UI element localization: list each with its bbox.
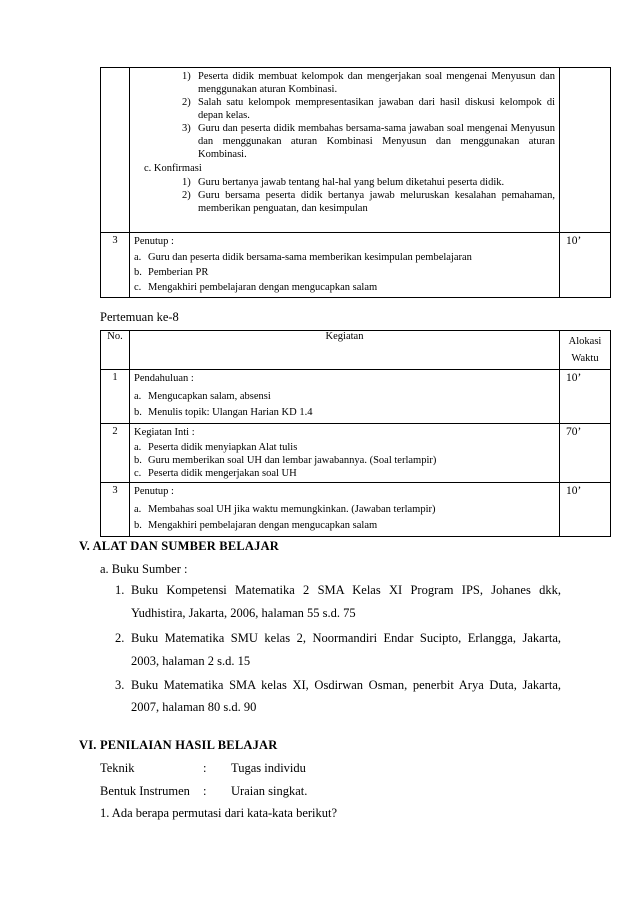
row-number: 3 — [101, 483, 130, 537]
section-heading-alat-sumber: V. ALAT DAN SUMBER BELAJAR — [79, 539, 280, 553]
list-item: c. Mengakhiri pembelajaran dengan mengucapkan salam — [134, 282, 378, 293]
teknik-colon: : — [203, 761, 207, 775]
list-item: 2) Guru bersama peserta didik bertanya jawab meluruskan kesalahan pemahaman, memberikan penguatan, dan kesimpulan — [182, 190, 555, 214]
bentuk-instrumen-value: Uraian singkat. — [231, 784, 308, 798]
teknik-label: Teknik — [100, 761, 135, 775]
header-no: No. — [101, 331, 130, 370]
row-number: 3 — [101, 233, 130, 298]
row-number: 1 — [101, 370, 130, 424]
activity-cell — [130, 424, 560, 483]
activity-title: Penutup : — [134, 236, 174, 247]
book-line: 2007, halaman 80 s.d. 90 — [131, 700, 257, 714]
list-item: a. Guru dan peserta didik bersama-sama memberikan kesimpulan pembelajaran — [134, 252, 472, 263]
time-allocation: 10’ — [560, 233, 611, 298]
table-header-row — [101, 331, 611, 370]
activity-cell — [130, 483, 560, 537]
activity-title: Pendahuluan : — [134, 373, 194, 384]
subsection-label: a. Buku Sumber : — [100, 562, 188, 576]
activity-table-continued — [100, 67, 611, 298]
list-item: c. Peserta didik mengerjakan soal UH — [134, 468, 297, 479]
book-line: Buku Matematika SMA kelas XI, Osdirwan Osman, penerbit Arya Duta, Jakarta, — [131, 678, 561, 692]
book-line: Buku Kompetensi Matematika 2 SMA Kelas XI Program IPS, Johanes dkk, — [131, 583, 561, 597]
activity-title: Kegiatan Inti : — [134, 427, 195, 438]
list-item: b. Pemberian PR — [134, 267, 209, 278]
question-1: 1. Ada berapa permutasi dari kata-kata berikut? — [100, 806, 338, 820]
book-number: 1. — [115, 583, 125, 597]
list-item: 2) Salah satu kelompok mempresentasikan jawaban dari hasil diskusi kelompok di depan kelas. — [182, 97, 555, 121]
row-number: 2 — [101, 424, 130, 483]
book-number: 2. — [115, 631, 125, 645]
header-kegiatan: Kegiatan — [130, 331, 560, 370]
time-allocation: 10’ — [560, 483, 611, 537]
bentuk-instrumen-label: Bentuk Instrumen — [100, 784, 190, 798]
time-allocation: 10’ — [560, 370, 611, 424]
list-item: b. Menulis topik: Ulangan Harian KD 1.4 — [134, 407, 313, 418]
activity-title: Penutup : — [134, 486, 174, 497]
list-item: a. Membahas soal UH jika waktu memungkinkan. (Jawaban terlampir) — [134, 504, 436, 515]
list-item: b. Mengakhiri pembelajaran dengan mengucapkan salam — [134, 520, 378, 531]
header-alokasi: Alokasi Waktu — [560, 331, 611, 370]
book-line: 2003, halaman 2 s.d. 15 — [131, 654, 251, 668]
table-row — [101, 370, 611, 424]
time-allocation: 70’ — [560, 424, 611, 483]
teknik-value: Tugas individu — [231, 761, 306, 775]
section-heading-penilaian: VI. PENILAIAN HASIL BELAJAR — [79, 738, 278, 752]
list-item: 1) Guru bertanya jawab tentang hal-hal yang belum diketahui peserta didik. — [182, 177, 505, 188]
book-number: 3. — [115, 678, 125, 692]
activity-cell — [130, 370, 560, 424]
table-row — [101, 233, 611, 298]
list-item: a. Peserta didik menyiapkan Alat tulis — [134, 442, 298, 453]
table-row — [101, 483, 611, 537]
book-line: Buku Matematika SMU kelas 2, Noormandiri Endar Sucipto, Erlangga, Jakarta, — [131, 631, 561, 645]
activity-cell — [130, 233, 560, 298]
list-item: b. Guru memberikan soal UH dan lembar jawabannya. (Soal terlampir) — [134, 455, 437, 466]
konfirmasi-label: c. Konfirmasi — [144, 163, 202, 174]
book-line: Yudhistira, Jakarta, 2006, halaman 55 s.d. 75 — [131, 606, 356, 620]
list-item: 1) Peserta didik membuat kelompok dan mengerjakan soal mengenai Menyusun dan menggunakan aturan Kombinasi. — [182, 71, 555, 95]
bentuk-instrumen-colon: : — [203, 784, 207, 798]
meeting-title: Pertemuan ke-8 — [100, 310, 179, 324]
list-item: a. Mengucapkan salam, absensi — [134, 391, 271, 402]
activity-cell — [130, 68, 560, 233]
table-row — [101, 68, 611, 233]
activity-table-meeting-8 — [100, 330, 611, 537]
list-item: 3) Guru dan peserta didik membahas bersama-sama jawaban soal mengenai Menyusun dan menggunakan aturan Kombinasi Menyusun dan menggunakan aturan Kombinasi. — [182, 123, 555, 160]
table-row — [101, 424, 611, 483]
